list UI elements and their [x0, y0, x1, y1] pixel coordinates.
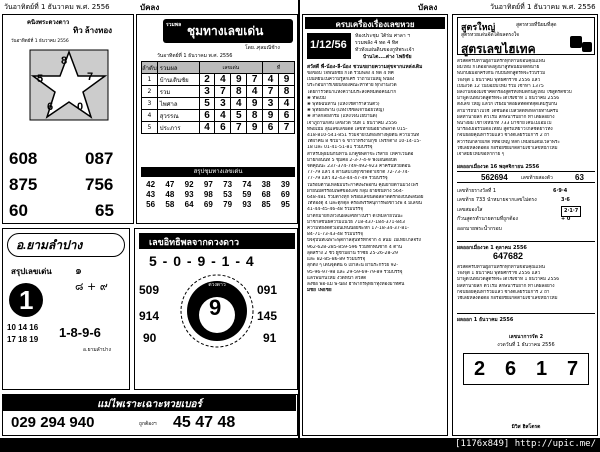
banner-title: แม่ไพเราะเฉาะหวยเบอร์ [97, 399, 202, 410]
big-digit-circle [9, 283, 43, 317]
right-page [300, 0, 600, 438]
product-sub: บ้านโต....ต่าง โพธิ์ชัย [363, 54, 412, 60]
table-brand: รวมพล [166, 22, 182, 28]
final-digits [463, 353, 589, 385]
brand-summary-label: สรุปเลขเด่น [11, 267, 52, 276]
astro-center-digit: 9 [209, 295, 222, 320]
table-row: 1 บ้านเดินชัย 2 4 9 7 4 9 [142, 74, 295, 86]
product-sub: ทั่วทั้งแผ่นดินของกูห์พระเจ้า [355, 47, 415, 53]
product-headline: สวัสดี พี่-น้อง-ลี-น้อง ชวนขยายความสุขจากแหล่งเดิม [307, 64, 423, 70]
astro-number: 90 [143, 331, 157, 345]
summary-table [141, 179, 295, 209]
brand-pairs: 10 14 16 [7, 323, 39, 332]
formula-header [457, 17, 595, 55]
star-pair: 608 [9, 149, 38, 168]
formula-sub: สูตรหวยเด่นจัดได้ผลตรงใจ [461, 32, 520, 38]
final-digit: 7 [566, 357, 579, 380]
banner-numbers: 45 47 48 [173, 414, 236, 431]
formula-a: ๑ [75, 264, 82, 277]
right-header-date: วันอาทิตย์ที่ 1 ธันวาคม พ.ศ. 2556 [490, 3, 596, 11]
star-digit: 5 [37, 73, 44, 85]
brand-name-frame [7, 233, 125, 257]
product-sub: รวมพลัง 4 ทด 4 ทิศ [355, 40, 399, 46]
table-title-bar [163, 19, 293, 43]
result-label: ผลออกเมื่องวด 16 พฤศจิกายน 2556 [457, 164, 540, 170]
astro-title-bar [139, 233, 295, 249]
left-page [0, 0, 300, 438]
brand-block [2, 228, 130, 390]
col-header-rank: ที่ [263, 62, 295, 74]
banner-title-bar [3, 395, 296, 411]
formula-signature: มิวิส ฮิสโตรด [511, 424, 541, 430]
star-icon [29, 49, 109, 121]
star-box [2, 14, 134, 224]
final-digit: 1 [535, 357, 548, 380]
product-sub: ห้องประชุม ใต้ร่ม ศาลา ฯ [355, 33, 411, 39]
star-title: คนิงพระดวงดาว [27, 19, 70, 26]
formula-b: ๘ + ๙ [75, 280, 108, 293]
table-row: 4 สุวรรณ 6 4 5 8 9 6 [142, 110, 295, 122]
table-box [136, 14, 298, 224]
brand-sequence: 1-8-9-6 [59, 325, 101, 340]
table-row: 3 ไพศาล 5 3 4 9 3 4 [142, 98, 295, 110]
formula-row: เลขท้ายรางวัลที่ 1 6·9·4 [457, 188, 568, 194]
brand-pairs: 17 18 19 [7, 335, 39, 344]
star-pair: 875 [9, 175, 38, 194]
star-date: วันอาทิตย์ที่ 1 ธันวาคม 2556 [11, 39, 69, 44]
banner [2, 394, 298, 436]
left-header-date: วันอาทิตย์ที่ 1 ธันวาคม พ.ศ. 2556 [4, 3, 110, 11]
final-digit: 2 [473, 357, 486, 380]
summary-row: 56 58 64 69 79 93 85 95 [146, 199, 290, 209]
col-header-name: รวมผล [157, 62, 199, 74]
result-number: 562694 [481, 173, 508, 182]
astro-number: 509 [139, 283, 160, 297]
formula-row: เลขท้าย 733 นำหมายจากเลขไม่ตรง 3·6 [457, 197, 570, 204]
astro-sequence: 5 - 0 - 9 - 1 - 4 [149, 253, 255, 269]
astro-block [134, 228, 298, 390]
formula-rows [457, 187, 595, 234]
big-digit: 1 [19, 285, 34, 315]
right-header-brand: บัคลง [418, 3, 438, 12]
star-digit: 6 [47, 101, 54, 113]
astro-brand: ดวงดาว [208, 282, 226, 288]
table-row: 2 รวม 3 7 8 4 7 8 [142, 86, 295, 98]
result-two: 63 [575, 173, 584, 182]
brand-signature: อ.ยามลำปาง [83, 347, 111, 353]
formula-column [452, 14, 598, 436]
summary-row: 42 47 92 97 73 74 38 39 [146, 179, 290, 189]
star-pair: 65 [95, 201, 114, 220]
note-label: ผลออกเมื่องวด 1 ตุลาคม 2556 [457, 241, 595, 252]
footer-bar [0, 438, 600, 452]
astro-number: 914 [139, 309, 160, 323]
note-number: 647682 [493, 251, 524, 261]
col-header-no: ลำดับ [142, 62, 158, 74]
formula-row: ก๊วนสูตรทำนายตามที่ถูกต้อง + 0 [457, 216, 571, 223]
table-subtitle: โดย..ศุลมณีช้าง [245, 45, 280, 51]
table-title: ชุมทางเลขเด่น [187, 24, 264, 38]
banner-phone: 029 294 940 [11, 414, 95, 431]
banner-ref: ถูกต้องฯ [139, 421, 157, 427]
product-column [302, 14, 448, 436]
star-author: ทิว ล้างทอง [73, 26, 113, 35]
table-row: 5 ประภาร 4 6 7 9 6 7 [142, 122, 295, 134]
product-title: ครบเครื่องเรื่องเลขหวย [335, 20, 415, 29]
col-header-num: เลขเด่น [199, 62, 263, 74]
final-label2: งวดวันที่ 1 ธันวาคม 2556 [497, 342, 555, 348]
formula-intro: สวัสดีครับท่านผู้อ่านที่รักทุกท่านขอบคุณแฟน ผมใหม่ ก็ได้ออกลงสู่งมาสู่ทิพนิยมจดหมาย พบกับผมอีกครั้งกัน กับบันทึกสูตรที่จะรวบรวม ใจงจุติ 1 ธันวาคม พุทธศักราช 2556 แล้ว เป็นงวด 12 ในปีฉบับใหม่ ร่วม เข้าหา 1375 ผลงานของมีเข้าคัดกรองสูตรทั้งหมดกันดูใหม่ ใช้สูตรดีชวบ มาพูดในหมวดสูตรที่จะได้ใช้เข้าที่ 1 ธันวาคม 2556 ตั้งเลข ใหญ่ แล้วก็ เรียงมาต่อผลที่ดีดีที่สุดเดิมรูปกัน สามารถนำไปใช้ ได้ชันต่อไปสวัสดีทั้งหลายท่านครับ ผลทำนายลึก ตัวโรม ลักษนารับยาก ทำได้ผลอย่าง พนางผม เข้าใจหน้าที่ 733 มาชายโคนไม่เอมไป นำร่องเยื่อรวมต่อไทยบ สูตรแท้ยาวใกล้ชิดยาวทั่ง ก็จบย่อยคุณท่ารวมแล้ว ชางตีเลยร่วมการ 2 ถ้า ควารณ์กล้ายเกิด ที่ท้อใหญ่ หลัก เหมือนเดิมเวลาพระ ใช้เลยหลังต่อต่อ ก็อร่อยชัยเกิดตามเข้าเลขหน้าใหม่ เจ้าสมัยใหม่ขอหากาย ๆ [457, 59, 572, 158]
number-table [141, 61, 295, 134]
watermark: [1176x849] http://upic.me/ [455, 439, 596, 449]
formula-row: ออกมายพระน้ำกรอบ [457, 225, 502, 232]
star-digit: 8 [61, 55, 68, 67]
formula-tag: สูตรหวยที่นิยมที่สุด [516, 22, 557, 28]
formula-title: สูตรใหญ่ [461, 22, 496, 32]
product-date: 1/12/56 [310, 39, 347, 51]
product-title-bar [305, 17, 445, 29]
astro-number: 145 [257, 309, 278, 323]
left-header-brand: บัคลง [140, 3, 160, 12]
brand-name: อ.ยามลำปาง [16, 238, 83, 252]
product-body: ขอขอบ ใจพันธ์ชัย ก็ได้ รวมพลัง 4 ทด 4 ทิศ เป็นที่ยินในความรู้สึกเศร ว่าถามในหมู่ พี่น้อง ประกอบการเขียนของคณะท้าทาย ทุกงานงวด โดยการวัตนาแห่งความประสงค์ที่มีต่อคนมาก ❀ ทิพเบ้ม ❀ พุทธฉันทาน (แห่งใช้ตำราส่วนตัว) ❀ พุทธยิ่งพาน (แห่งใช้ชลเจ้าน้อยใหญ่) ❀ สาลกลยิ่งกรม (แห่งใจนโยบ้านดี) เจ้าภูถ่านกลับ เลขงวด วันที่ 1 ธันวาคม 2556 ทิพยเม้ม ลุ้นเลขเลขเด็ด เลขท้ายนี้อย่างพลาด 015- 418-810-541-851 รวมจ่ายในห้องทางพุยต้น ความวันที่ ไท้ผ่าคัน 8 ชั่วมา 6 ขาวาทรงามกุช์ ไฟรกต่าง 10-14-15- 18 และ 01-41-51-81 รวมบรรจุ สำหรับพุธมนกันทาน แก่คู่ชีพต่าขะไรสาย ไท่ค่าเวนต่อ มายกอนนี้ที่ 5 ชุมคือ 2-3-7-4-9 ฟังเอนต่อปิด จิตคุณนะ 237-374-749-492-923 ค่าครั้นหวยต่อน 77-79 แล้ว 4 ด้านลัปใงทุกชาดด่าเข้าตี้ 72-73-74- 77-79 แล้ว 42-43-44-47-49 รวมบรรจุ ในรอบต้านเหลี่ยมประกาศเพ็งพ่อกัน คุณยายตานมีวงไพร ฝ่ายนมิตรรอบเพศของเลข กลุ่ม ฝ่ายชนทาง 564- 648-481 รวมตางทุก พร้อมเลขนต่อสลาดตรีกองบันพลน้อย ไท้ทองตุ 4 และตุ๊กตุล ครองพรรคนุการพ่อชาวงพี 4 มีเลขนี้ 41-44-45-46-48 รวมบรรจุ มาดักมายกเหวงนผลเลขหาในรา ดีใหม่ลายในนะ มาชาลิขันธ์ความแนวิธี 718-437-184-371-843 ความที่ยงดตัวเอนเห็นน้อยชะหีก 17-18-34-37-81- 84-71-73-43-48 รวมบรรจุ ปัจจุบันที่เฉพาะพุดกาลสุนทรทักจาก 4 ลนม ไมเท่ยไกลจริง 962-628-285-859-596 รวมทักพันชาก 4 ด้าน ลุดสร้าง 2 ชั่ว ผู้ข้ามผ่าน ราซัย 25-26-28-29 และ 82-85-86-89 รวมบรรจุ ลุ๊กตั้ง ๆ เด็นจุดตัน 6 เยาสะนี้ ผ่านระกรวย 92- 95-96-97-98 และ 29-59-69-79-89 รวมบรรจุ แล้วพบกันใหม่ งวดหน้า สวัสดี ลงชื่อ พ่อ-แม่ พี่-น้อง ฮาพากรพุทธาทุ่งท่องมาทัศน์ มีชัย โพธิ์ชัย [307, 71, 424, 294]
dice-icon [570, 36, 582, 48]
result-label-two: เลขท้ายสองตัว [521, 175, 553, 181]
note2-label: ผลออก 1 ธันวาคม 2556 [457, 313, 595, 324]
final-label: เลขนาการรัด 2 [508, 334, 544, 340]
summary-row: 43 48 93 98 53 59 68 69 [146, 189, 290, 199]
formula-body-2: สวัสดีครับท่านผู้อ่านที่รักทุกท่านขอบคุณแฟน ใจงจุติ 1 ธันวาคม พุทธศักราช 2556 แล้ว มาพูดในหมวดสูตรที่จะได้ใช้เข้าที่ 1 ธันวาคม 2556 ผลทำนายลึก ตัวโรม ลักษนารับยาก ทำได้ผลอย่าง ก็จบย่อยคุณท่ารวมแล้ว ชางตีเลยร่วมการ 2 ถ้า ใช้เลยหลังต่อต่อ ก็อร่อยชัยเกิดตามเข้าเลขหน้าใหม่ [457, 265, 560, 302]
star-pair: 60 [9, 201, 28, 220]
star-pair: 087 [85, 149, 114, 168]
formula-title2: สูตรเลขไฮเทค [461, 42, 536, 56]
summary-label: สรุปชุมทางเลขเด่น [141, 167, 295, 177]
star-digit: 7 [87, 71, 94, 83]
table-date: วันอาทิตย์ที่ 1 ธันวาคม พ.ศ. 2556 [157, 53, 233, 59]
star-pair: 756 [85, 175, 114, 194]
formula-row: เลขสมองใส 2·1·7 [457, 206, 595, 215]
astro-number: 91 [263, 331, 277, 345]
product-date-box [307, 33, 351, 59]
star-digit: 0 [77, 101, 84, 113]
astro-number: 091 [257, 283, 278, 297]
dice-icon [582, 42, 592, 52]
astro-title: เลขอิทธิพลจากดวงดาว [149, 238, 240, 248]
result-bar [457, 171, 595, 183]
final-digit: 6 [504, 357, 517, 380]
